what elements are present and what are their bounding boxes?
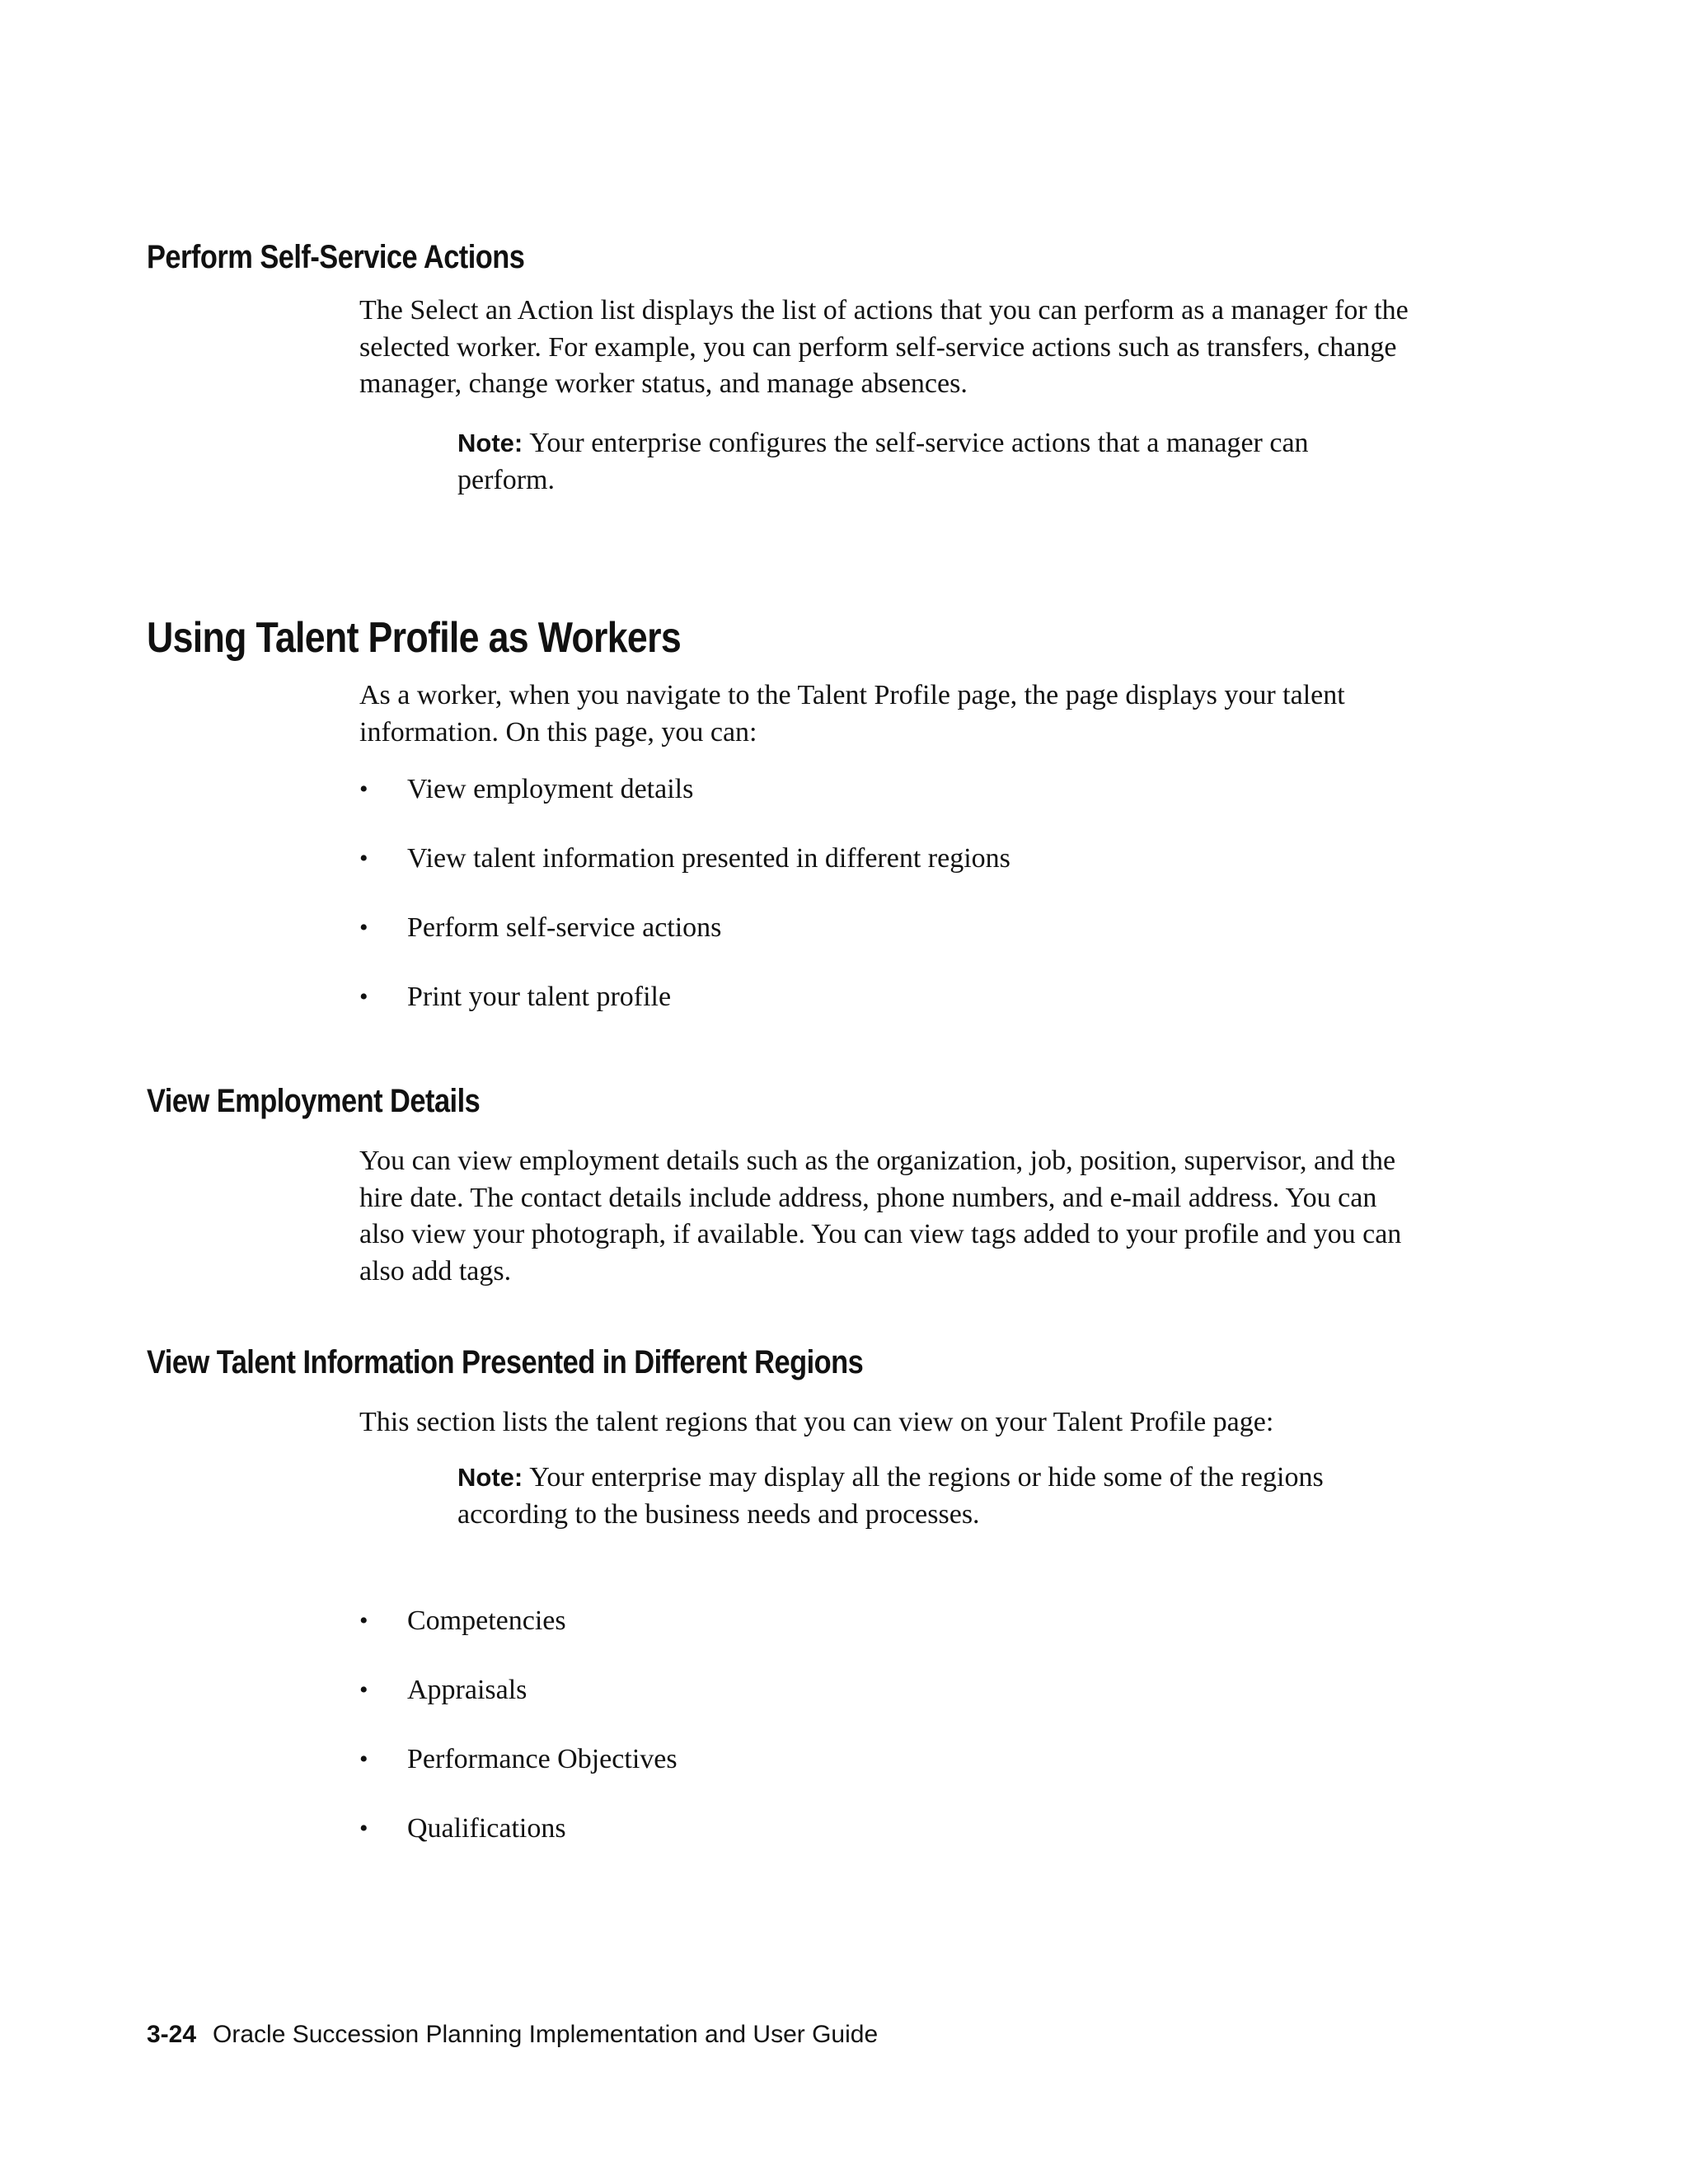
bullet-icon: •: [359, 914, 368, 941]
bullet-icon: •: [359, 1676, 368, 1704]
note-view-regions: [457, 1460, 1364, 1533]
bullet-icon: •: [359, 983, 368, 1010]
list-item-text: Perform self-service actions: [407, 912, 722, 943]
note-label: Note:: [457, 429, 523, 457]
section-heading-view-regions: View Talent Information Presented in Different Regions: [147, 1344, 864, 1380]
section-heading-perform-self-service: Perform Self-Service Actions: [147, 239, 525, 275]
list-item-text: Print your talent profile: [407, 982, 672, 1012]
list-item-text: Appraisals: [407, 1675, 528, 1705]
note-text: Your enterprise may display all the regions or hide some of the regions according to the business needs and processes.: [457, 1462, 1324, 1530]
bullet-icon: •: [359, 1815, 368, 1842]
list-item: [359, 841, 1010, 910]
list-item: [359, 1741, 678, 1811]
list-item-text: Performance Objectives: [407, 1744, 678, 1774]
note-perform-self-service: [457, 425, 1364, 499]
list-item: [359, 910, 1010, 979]
paragraph-using-talent-profile: As a worker, when you navigate to the Talent Profile page, the page displays your talent information. On this page, you can:: [359, 680, 1345, 748]
list-item: [359, 771, 1010, 841]
bullet-icon: •: [359, 845, 368, 872]
page-footer: [147, 2021, 878, 2049]
page-number: 3-24: [147, 2021, 197, 2048]
bullet-icon: •: [359, 1746, 368, 1773]
paragraph-view-regions: This section lists the talent regions that you can view on your Talent Profile page:: [359, 1407, 1274, 1437]
section-heading-view-employment: View Employment Details: [147, 1083, 481, 1119]
list-item-text: Competencies: [407, 1605, 566, 1636]
list-item: [359, 1811, 678, 1880]
chapter-heading-using-talent-profile: Using Talent Profile as Workers: [147, 614, 682, 662]
list-item-text: Qualifications: [407, 1813, 566, 1844]
list-item: [359, 1603, 678, 1672]
list-item: [359, 1672, 678, 1741]
list-item-text: View talent information presented in different regions: [407, 843, 1010, 874]
note-label: Note:: [457, 1463, 523, 1492]
footer-title: Oracle Succession Planning Implementation and User Guide: [213, 2021, 879, 2048]
paragraph-perform-self-service: The Select an Action list displays the list of actions that you can perform as a manager for the selected worker. For example, you can perform self-service actions such as transfers, change manager, change worker status, and manage absences.: [359, 295, 1409, 399]
paragraph-view-employment: You can view employment details such as the organization, job, position, supervisor, and the hire date. The contact details include address, phone numbers, and e-mail address. You can also view your photograph, if available. You can view tags added to your profile and you can also add tags.: [359, 1146, 1402, 1286]
note-text: Your enterprise configures the self-service actions that a manager can perform.: [457, 428, 1309, 495]
list-item: [359, 979, 1010, 1048]
bullet-list-talent-regions: [359, 1603, 678, 1880]
bullet-icon: •: [359, 1607, 368, 1634]
bullet-icon: •: [359, 776, 368, 803]
list-item-text: View employment details: [407, 774, 694, 804]
bullet-list-worker-actions: [359, 771, 1010, 1048]
